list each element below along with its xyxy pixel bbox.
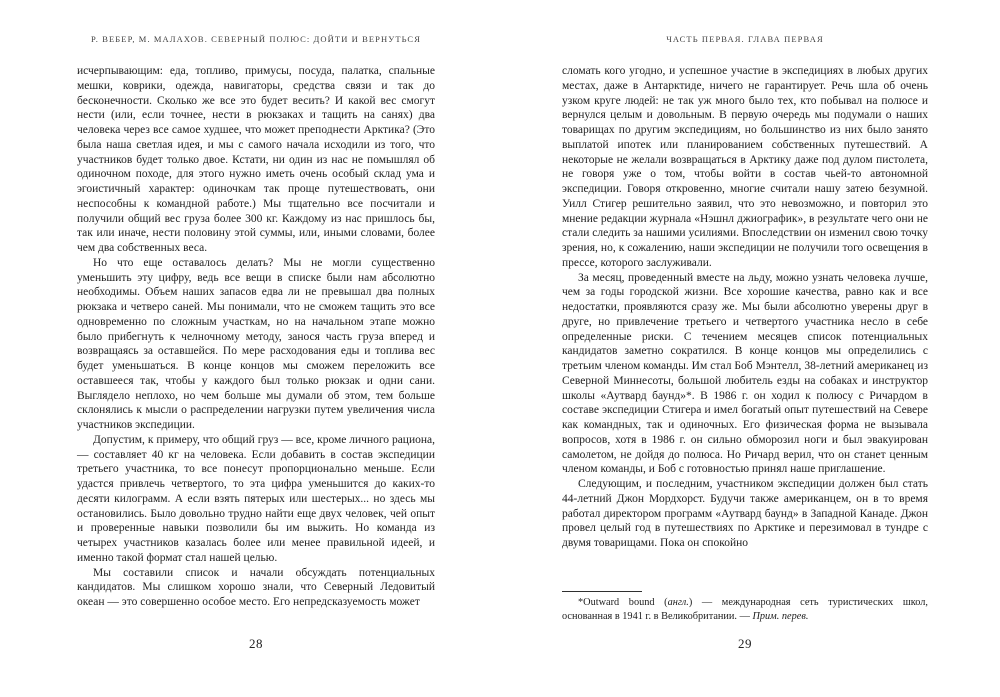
footnote-part-italic: англ. <box>667 597 689 608</box>
page-right <box>562 0 928 697</box>
page-number-right: 29 <box>738 636 752 651</box>
footnote-part: ) — международная сеть туристических школ, основанная в 1941 г. в Великобритании. — <box>562 597 928 622</box>
running-header-left: Р. ВЕБЕР, М. МАЛАХОВ. СЕВЕРНЫЙ ПОЛЮС: ДОЙТИ И ВЕРНУТЬСЯ <box>91 34 421 44</box>
paragraph: Следующим, и последним, участником экспедиции должен был стать 44-летний Джон Мордхорст. Будучи также американцем, он в то время работал директором программ «Аутвард баунд» в Западной Канаде. Джон провел целый год в путешествиях по Арктике и перезимовал в тундре с двумя товарищами. Пока он спокойно <box>562 478 928 549</box>
footnote-text <box>562 596 928 623</box>
paragraph: Но что еще оставалось делать? Мы не могли существенно уменьшить эту цифру, ведь все вещи в списке были нам абсолютно необходимы. Объем наших запасов едва ли не превышал два полных рюкзака и четверо саней. Мы понимали, что не сможем тащить это все одновременно по сложным участкам, но на начальном этапе можно было прибегнуть к челночному методу, занося часть груза вперед и возвращаясь за оставшейся. По мере расходования еды и топлива вес будет уменьшаться. В конце концов мы сможем переложить все оставшееся так, чтобы у каждого был только рюкзак и одни сани. Выглядело неплохо, но чем больше мы думали об этом, тем больше склонялись к мысли о распределении нагрузки путем увеличения числа участников экспедиции. <box>77 256 435 431</box>
page-left <box>77 0 435 697</box>
paragraph: Допустим, к примеру, что общий груз — все, кроме личного рациона, — составляет 40 кг на человека. Если добавить в состав экспедиции третьего участника, то все понесут пропорционально меньше. Если удастся привлечь четвертого, то эта цифра уменьшится до каких-то десяти килограмм. А если взять пятерых или шестерых... но здесь мы остановились. Было довольно трудно найти еще двух человек, чей опыт и проверенные навыки позволили бы им выжить. Но команда из четырех участников казалась более или менее правильной идеей, и именно такой формат стал нашей целью. <box>77 433 435 564</box>
left-text-block <box>77 64 435 610</box>
paragraph: сломать кого угодно, и успешное участие в экспедициях в любых других местах, даже в Антарктиде, ничего не гарантирует. Речь шла об очень узком круге людей: не так уж много было тех, кто побывал на полюсе и вернулся целым и довольным. В первую очередь мы подумали о наших товарищах по другим экспедициям, но большинство из них было занято выплатой ипотек или планированием собственных путешествий. А некоторые не желали возвращаться в Арктику даже под дулом пистолета, не говоря уже о том, чтобы войти в состав чьей-то автономной экспедиции. Говоря откровенно, многие считали нашу затею безумной. Уилл Стигер решительно заявил, что это невозможно, и повторил это мнение редакции журнала «Нэшнл джиографик», в результате чего они не стали следить за нашими усилиями. Впоследствии он изменил свою точку зрения, но, к сожалению, наши экспедиции не получили того освещения в прессе, которого заслуживали. <box>562 65 928 269</box>
running-header-right: ЧАСТЬ ПЕРВАЯ. ГЛАВА ПЕРВАЯ <box>666 34 824 44</box>
footnote <box>562 591 928 623</box>
paragraph: исчерпывающим: еда, топливо, примусы, посуда, палатка, спальные мешки, коврики, одежда, навигаторы, средства связи и так до бесконечности. Сколько же все это будет весить? И какой вес смогут нести (или, если точнее, нести в рюкзаках и тащить на санях) два человека через все самое худшее, что может преподнести Арктика? (Это была наша светлая идея, и мы с самого начала исходили из того, что участников будет только двое. Кстати, ни один из нас не помышлял об одиночном походе, для этого нужно иметь очень особый склад ума и эгоистичный характер: одиночкам так проще путешествовать, они неспособны к командной работе.) Мы тщательно все посчитали и получили общий вес груза более 300 кг. Каждому из нас пришлось бы, так или иначе, нести половину этой суммы, или, иными словами, более чем два собственных веса. <box>77 65 435 254</box>
footnote-divider <box>562 591 642 592</box>
page-number-left: 28 <box>249 636 263 651</box>
paragraph: Мы составили список и начали обсуждать потенциальных кандидатов. Мы слишком хорошо знали, что Северный Ледовитый океан — это совершенно особое место. Его непредсказуемость может <box>77 566 435 608</box>
paragraph: За месяц, проведенный вместе на льду, можно узнать человека лучше, чем за годы городской жизни. Все хорошие качества, равно как и все недостатки, проявляются сразу же. Мы были абсолютно уверены друг в друге, но привлечение третьего и четвертого участника несло в себе определенные риски. С течением месяцев список потенциальных кандидатов заметно сократился. В конце концов мы определились с третьим членом команды. Им стал Боб Мэнтелл, 38-летний американец из Северной Миннесоты, большой любитель езды на собаках и инструктор школы «Аутвард баунд»*. В 1986 г. он ходил к полюсу с Ричардом в составе экспедиции Стигера и имел богатый опыт путешествий на Севере как командных, так и одиночных. Его физическая форма не вызывала вопросов, хотя в 1986 г. он сильно обморозил ноги и был эвакуирован самолетом, не дойдя до полюса. Но Ричард верил, что он станет ценным членом команды, и Боб с готовностью принял наше приглашение. <box>562 271 928 476</box>
footnote-part-italic: Прим. перев. <box>752 610 809 622</box>
footnote-part: *Outward bound ( <box>578 597 668 608</box>
right-text-block <box>562 64 928 551</box>
